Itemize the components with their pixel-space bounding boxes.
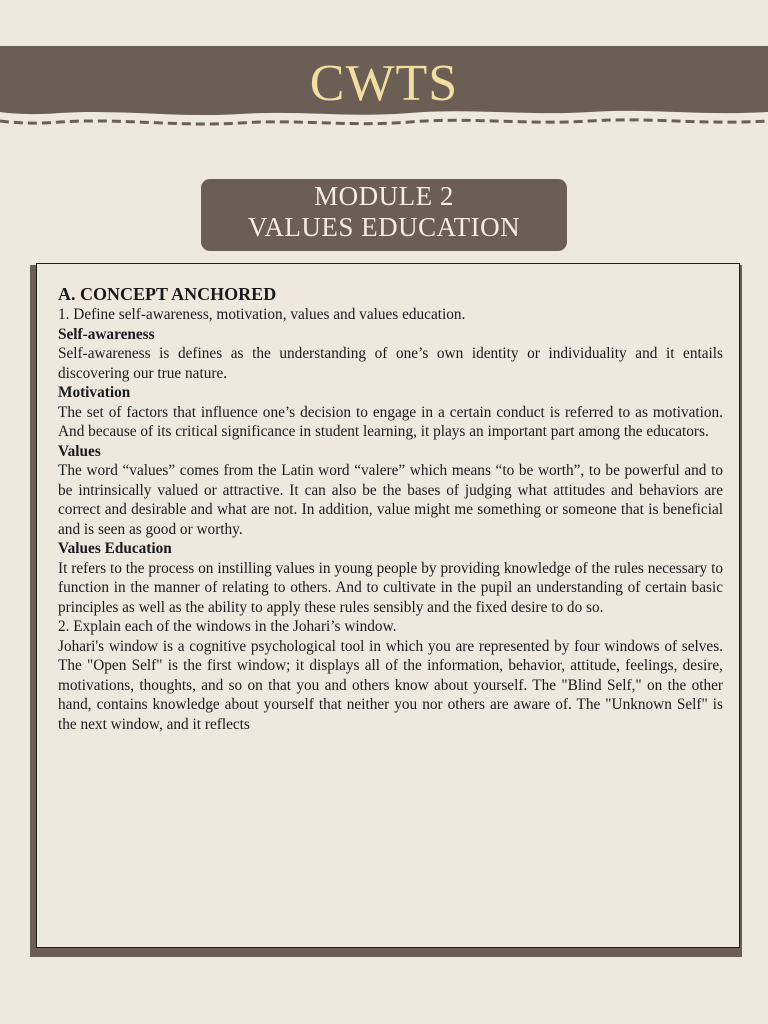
- term-motivation: Motivation: [58, 384, 131, 401]
- term-self-awareness: Self-awareness: [58, 325, 155, 343]
- term-values-education: Values Education: [58, 540, 172, 557]
- section-title: A. CONCEPT ANCHORED: [58, 284, 277, 304]
- banner-title: CWTS: [309, 55, 459, 112]
- module-heading: [201, 179, 567, 251]
- module-number: MODULE 2: [314, 181, 454, 211]
- definition-values: The word “values” comes from the Latin word “valere” which means “to be worth”, to be powerful and to be intrinsically valued or attractive. It can also be the bases of judging what attitudes and behaviors are correct and desirable and what are not. In addition, value might me something or someone that is beneficial and is seen as good or worthy.: [58, 462, 723, 538]
- content-text: [58, 283, 723, 734]
- module-title: VALUES EDUCATION: [247, 212, 521, 242]
- term-values: Values: [58, 442, 101, 460]
- header-banner: [0, 46, 768, 130]
- question-2: 2. Explain each of the windows in the Johari’s window.: [58, 618, 397, 635]
- definition-values-education: It refers to the process on instilling values in young people by providing knowledge of the rules necessary to function in the manner of relating to others. And to cultivate in the pupil an understanding of certain basic principles as well as the ability to apply these rules sensibly and the fixed desire to do so.: [58, 559, 723, 616]
- content-box: [36, 263, 740, 948]
- question-1: 1. Define self-awareness, motivation, values and values education.: [58, 306, 466, 323]
- definition-motivation: The set of factors that influence one’s decision to engage in a certain conduct is referred to as motivation. And because of its critical significance in student learning, it plays an important part among the educators.: [58, 403, 723, 440]
- definition-self-awareness: Self-awareness is defines as the understanding of one’s own identity or individuality and it entails discovering our true nature.: [58, 345, 723, 382]
- answer-johari-window: Johari's window is a cognitive psychological tool in which you are represented by four windows of selves. The "Open Self" is the first window; it displays all of the information, behavior, attitude, feelings, desire, motivations, thoughts, and so on that you and others know about yourself. The "Blind Self," on the other hand, contains knowledge about yourself that neither you nor others are aware of. The "Unknown Self" is the next window, and it reflects: [58, 637, 723, 733]
